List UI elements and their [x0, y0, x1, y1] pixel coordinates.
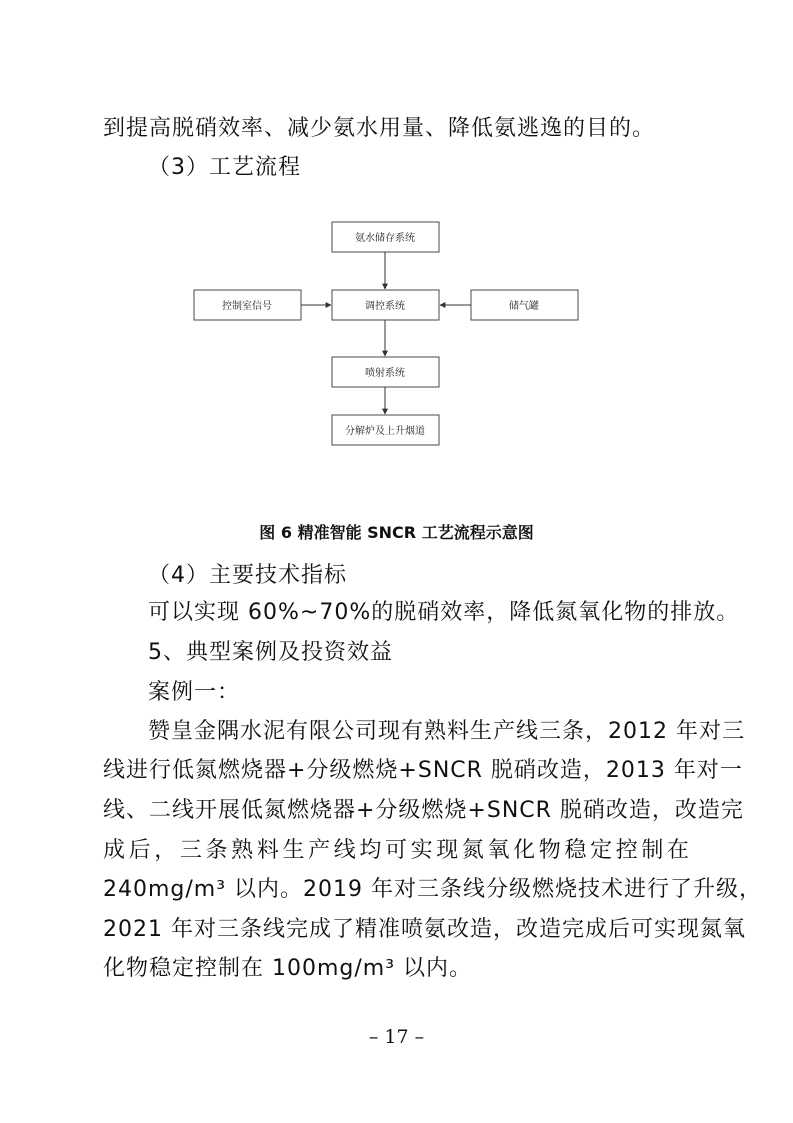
paragraph-continuation: 到提高脱硝效率、减少氨水用量、降低氨逃逸的目的。 — [103, 116, 656, 141]
section-heading-technical-indicators: （4）主要技术指标 — [148, 563, 347, 588]
node-ammonia-storage — [332, 222, 439, 252]
case-paragraph-line-4: 成后，三条熟料生产线均可实现氮氧化物稳定控制在 — [103, 838, 690, 863]
node-gas-tank — [471, 290, 578, 320]
case-paragraph-line-6: 2021 年对三条线完成了精准喷氨改造，改造完成后可实现氮氧 — [103, 917, 746, 942]
page-number: – 17 – — [368, 1026, 425, 1048]
node-calciner-flue-label: 分解炉及上升烟道 — [345, 426, 425, 437]
node-control-room-signal-label: 控制室信号 — [222, 301, 272, 312]
node-injection-system — [332, 357, 439, 387]
paragraph-indicator: 可以实现 60%~70%的脱硝效率，降低氮氧化物的排放。 — [148, 600, 740, 625]
node-gas-tank-label: 储气罐 — [509, 301, 539, 312]
figure-caption: 图 6 精准智能 SNCR 工艺流程示意图 — [259, 523, 534, 542]
node-calciner-flue — [332, 415, 439, 445]
node-control-room-signal — [194, 290, 301, 320]
node-control-system — [332, 290, 439, 320]
node-control-system-label: 调控系统 — [365, 301, 405, 312]
case-paragraph-line-3: 线、二线开展低氮燃烧器+分级燃烧+SNCR 脱硝改造，改造完 — [103, 798, 744, 823]
section-heading-typical-cases: 5、典型案例及投资效益 — [148, 640, 393, 665]
case-paragraph-line-2: 线进行低氮燃烧器+分级燃烧+SNCR 脱硝改造，2013 年对一 — [103, 758, 743, 783]
case-paragraph-line-5: 240mg/m³ 以内。2019 年对三条线分级燃烧技术进行了升级， — [103, 877, 763, 902]
node-injection-system-label: 喷射系统 — [365, 368, 405, 379]
case-paragraph-line-1: 赞皇金隅水泥有限公司现有熟料生产线三条，2012 年对三 — [148, 719, 745, 744]
case-label: 案例一： — [148, 680, 241, 705]
case-paragraph-line-7: 化物稳定控制在 100mg/m³ 以内。 — [103, 956, 473, 981]
section-heading-process-flow: （3）工艺流程 — [148, 155, 301, 180]
node-ammonia-storage-label: 氨水储存系统 — [355, 233, 415, 244]
process-flow-diagram — [0, 0, 793, 460]
